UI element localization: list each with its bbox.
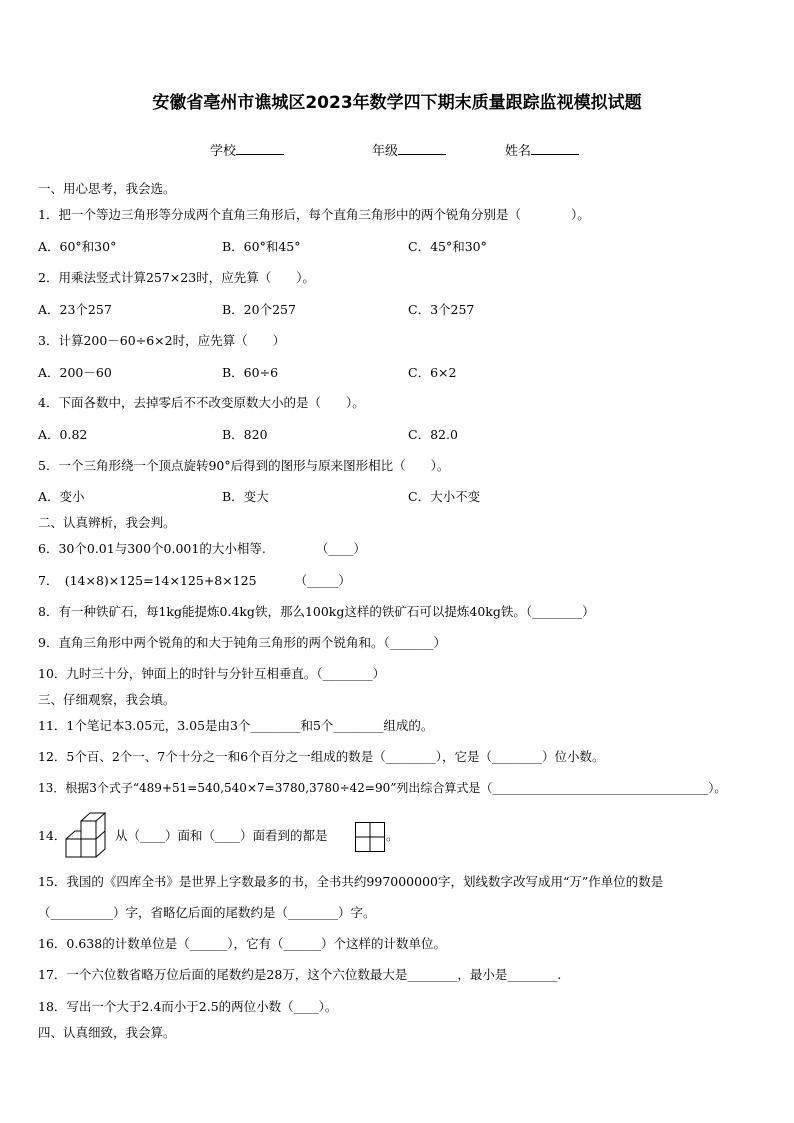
section-heading: 四、认真细致，我会算。	[38, 1025, 176, 1040]
q2-option-a[interactable]: A．23个257	[38, 302, 112, 317]
name-field	[505, 140, 579, 159]
section-heading: 一、用心思考，我会选。	[38, 181, 176, 196]
question-4: 4．下面各数中，去掉零后不不改变原数大小的是（ ）。	[38, 395, 365, 410]
cubes-figure-icon	[64, 809, 114, 861]
question-14-number: 14．	[38, 828, 67, 843]
section-heading: 三、仔细观察，我会填。	[38, 692, 176, 707]
question-10: 10．九时三十分，钟面上的时针与分针互相垂直。（________）	[38, 666, 386, 681]
question-3: 3．计算200－60÷6×2时，应先算（ ）	[38, 333, 286, 348]
q5-option-a[interactable]: A．变小	[38, 489, 85, 504]
grade-blank[interactable]	[398, 142, 446, 155]
question-2: 2．用乘法竖式计算257×23时，应先算（ ）。	[38, 270, 315, 285]
question-6-text: 6．30个0.01与300个0.001的大小相等.	[38, 541, 266, 556]
question-15-line-2: （__________）字，省略亿后面的尾数约是（________）字。	[38, 905, 376, 920]
question-7	[38, 572, 351, 590]
q1-option-a[interactable]: A．60°和30°	[38, 239, 117, 254]
q5-option-c[interactable]: C．大小不变	[408, 489, 481, 504]
question-8: 8．有一种铁矿石，每1kg能提炼0.4kg铁，那么100kg这样的铁矿石可以提炼40kg铁。（________）	[38, 604, 595, 619]
question-16: 16．0.638的计数单位是（______），它有（______）个这样的计数单位。	[38, 936, 446, 951]
question-9: 9．直角三角形中两个锐角的和大于钝角三角形的两个锐角和。（_______）	[38, 635, 446, 650]
grade-label: 年级	[372, 144, 399, 159]
question-1: 1．把一个等边三角形等分成两个直角三角形后，每个直角三角形中的两个锐角分别是（ ）。	[38, 207, 590, 222]
square-grid-icon	[355, 822, 385, 852]
question-17: 17．一个六位数省略万位后面的尾数约是28万，这个六位数最大是________，最小是________.	[38, 967, 562, 982]
school-label: 学校	[210, 144, 237, 159]
question-13: 13．根据3个式子“489+51=540,540×7=3780,3780÷42=90”列出综合算式是（____________________________________）。	[38, 781, 727, 795]
question-7-answer[interactable]: （_____）	[294, 573, 351, 588]
grade-field	[372, 140, 446, 159]
question-15-line-1: 15．我国的《四库全书》是世界上字数最多的书，全书共约997000000字，划线数字改写成用“万”作单位的数是	[38, 874, 664, 889]
q3-option-a[interactable]: A．200－60	[38, 365, 112, 380]
question-11: 11．1个笔记本3.05元，3.05是由3个________和5个________组成的。	[38, 718, 434, 733]
question-5: 5．一个三角形绕一个顶点旋转90°后得到的图形与原来图形相比（ ）。	[38, 458, 450, 473]
q3-option-c[interactable]: C．6×2	[408, 365, 457, 380]
question-6-answer[interactable]: （____）	[315, 541, 366, 556]
question-6	[38, 540, 366, 558]
name-blank[interactable]	[531, 142, 579, 155]
question-12: 12．5个百、2个一、7个十分之一和6个百分之一组成的数是（________），它是（________）位小数。	[38, 749, 605, 764]
q1-option-b[interactable]: B．60°和45°	[222, 239, 301, 254]
page-title: 安徽省亳州市谯城区2023年数学四下期末质量跟踪监视模拟试题	[152, 93, 642, 113]
question-14-text: 从（____）面和（____）面看到的都是	[115, 828, 328, 843]
q4-option-b[interactable]: B．820	[222, 427, 268, 442]
q1-option-c[interactable]: C．45°和30°	[408, 239, 487, 254]
question-14-end: 。	[386, 828, 399, 843]
q5-option-b[interactable]: B．变大	[222, 489, 269, 504]
question-7-text: 7． (14×8)×125=14×125+8×125	[38, 573, 257, 588]
question-18: 18．写出一个大于2.4而小于2.5的两位小数（____）。	[38, 999, 338, 1014]
name-label: 姓名	[505, 144, 532, 159]
q2-option-b[interactable]: B．20个257	[222, 302, 296, 317]
q4-option-c[interactable]: C．82.0	[408, 427, 458, 442]
q2-option-c[interactable]: C．3个257	[408, 302, 475, 317]
section-heading: 二、认真辨析，我会判。	[38, 515, 176, 530]
q4-option-a[interactable]: A．0.82	[38, 427, 88, 442]
school-field	[210, 140, 284, 159]
q3-option-b[interactable]: B．60÷6	[222, 365, 279, 380]
school-blank[interactable]	[236, 142, 284, 155]
